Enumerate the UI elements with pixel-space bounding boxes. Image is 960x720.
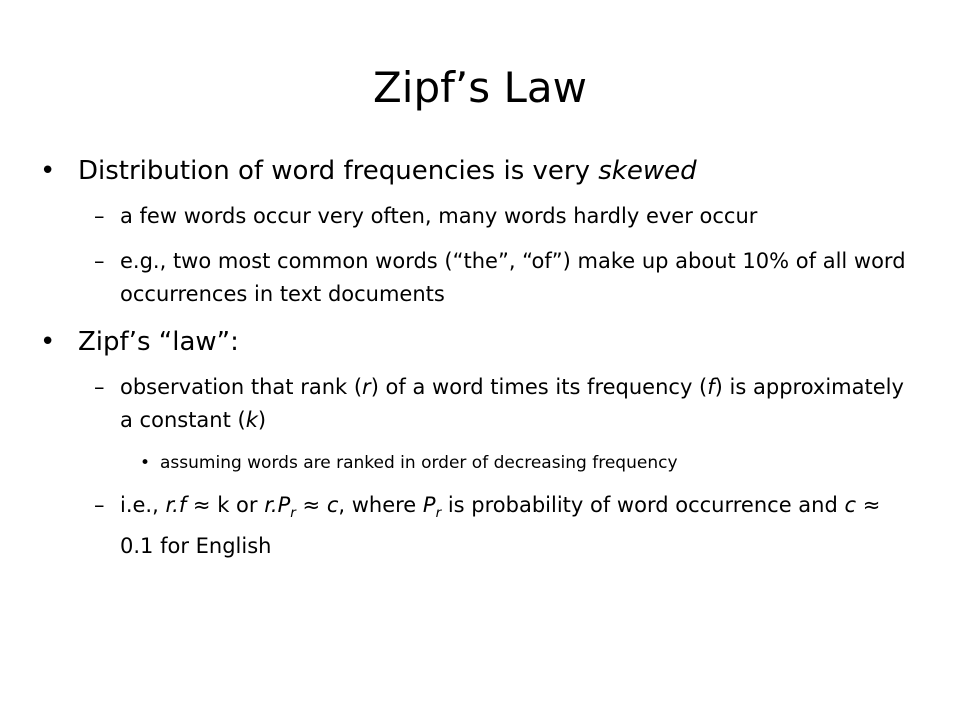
subscript-r: r xyxy=(435,505,442,522)
bullet-emphasis: skewed xyxy=(598,156,697,186)
subscript-r: r xyxy=(290,505,296,522)
subbullet-rank-frequency-observation xyxy=(40,371,920,437)
dash-marker: – xyxy=(94,204,105,228)
slide-title: Zipf’s Law xyxy=(373,63,587,112)
variable-k: k xyxy=(245,408,258,432)
formula-rf: r.f xyxy=(165,493,187,517)
dash-marker: – xyxy=(94,493,105,517)
text-part: is probability of word occurrence and xyxy=(441,493,845,517)
text-part: ) xyxy=(257,408,267,432)
bullet-text: Zipf’s “law”: xyxy=(78,327,239,357)
bullet-word-frequency-distribution xyxy=(40,152,920,190)
subsubbullet-ranking-assumption xyxy=(40,449,920,477)
variable-r: r xyxy=(362,375,371,399)
text-part: ) of a word times its frequency ( xyxy=(370,375,708,399)
variable-c: c xyxy=(844,493,857,517)
dash-marker: – xyxy=(94,375,105,399)
subbullet-text: a few words occur very often, many words hardly ever occur xyxy=(120,204,758,228)
text-part: i.e., xyxy=(120,493,166,517)
text-part: ≈ xyxy=(295,493,327,517)
subbullet-text: e.g., two most common words (“the”, “of”) make up about 10% of all word occurrences in text documents xyxy=(120,249,906,306)
variable-f: f xyxy=(707,375,715,399)
bullet-marker: • xyxy=(40,156,56,186)
subbullet-formula xyxy=(40,489,920,563)
dash-marker: – xyxy=(94,249,105,273)
bullet-marker: • xyxy=(40,327,56,357)
variable-c: c xyxy=(326,493,339,517)
subbullet-few-words xyxy=(40,200,920,233)
small-bullet-marker: • xyxy=(140,453,151,473)
text-part: ) is approximately a constant ( xyxy=(120,375,904,432)
text-part: ≈ k or xyxy=(186,493,265,517)
subsubbullet-text: assuming words are ranked in order of decreasing frequency xyxy=(160,453,678,473)
bullet-zipfs-law xyxy=(40,323,920,361)
subbullet-common-words-example xyxy=(40,245,920,311)
text-part: , where xyxy=(338,493,423,517)
text-part: ≈ 0.1 for English xyxy=(120,493,881,559)
formula-rp: r.P xyxy=(264,493,291,517)
bullet-text: Distribution of word frequencies is very xyxy=(78,156,599,186)
slide-body xyxy=(40,152,920,575)
variable-p: P xyxy=(422,493,436,517)
text-part: observation that rank ( xyxy=(120,375,363,399)
